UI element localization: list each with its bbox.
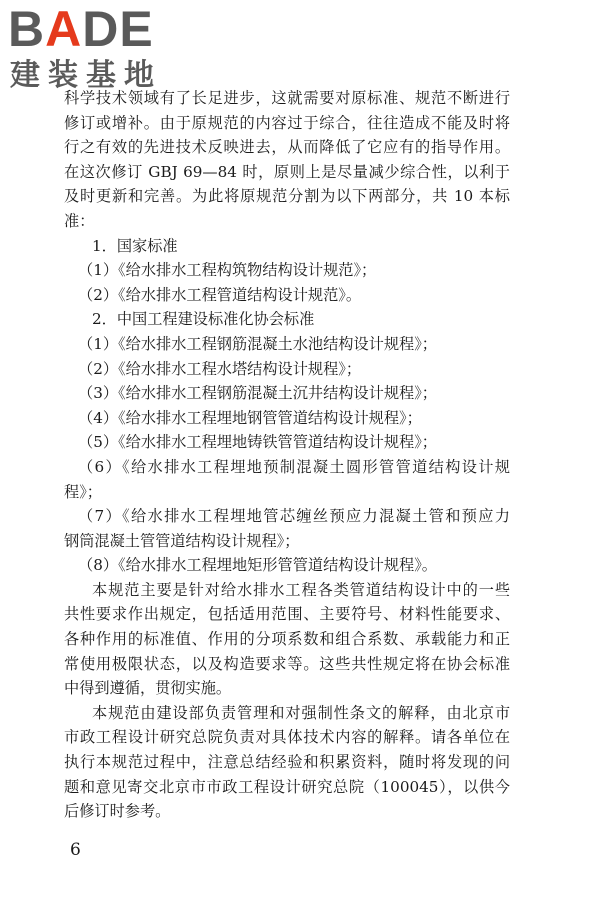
text-line: 在这次修订 GBJ 69—84 时，原则上是尽量减少综合性，以利于 [64, 162, 510, 181]
text-line: 行之有效的先进技术反映进去，从而降低了它应有的指导作用。 [64, 138, 510, 157]
text-line: 科学技术领域有了长足进步，这就需要对原标准、规范不断进行 [64, 89, 510, 107]
list-item-continuation: 程》； [64, 482, 102, 501]
list-item: （2）《给水排水工程水塔结构设计规程》； [78, 359, 362, 378]
text-line: 后修订时参考。 [64, 802, 171, 821]
text-line: 市政工程设计研究总院负责对具体技术内容的解释。请各单位在 [64, 728, 510, 747]
text-line: 准： [64, 211, 95, 230]
list-item: （4）《给水排水工程埋地钢管管道结构设计规程》； [78, 408, 422, 427]
text-line: 各种作用的标准值、作用的分项系数和组合系数、承载能力和正 [64, 630, 510, 649]
logo-subtitle: 建装基地 [10, 58, 162, 93]
text-line: 常使用极限状态，以及构造要求等。这些共性规定将在协会标准 [64, 654, 510, 673]
section-heading: 1．国家标准 [92, 236, 178, 255]
list-item: （3）《给水排水工程钢筋混凝土沉井结构设计规程》； [78, 384, 437, 403]
text-line: 本规范由建设部负责管理和对强制性条文的解释，由北京市 [92, 703, 510, 722]
list-item: （1）《给水排水工程钢筋混凝土水池结构设计规程》； [78, 334, 437, 353]
list-item: （8）《给水排水工程埋地矩形管管道结构设计规程》。 [78, 556, 437, 575]
bade-logo [8, 1, 178, 96]
list-item: （1）《给水排水工程构筑物结构设计规范》； [78, 261, 377, 280]
text-line: 及时更新和完善。为此将原规范分割为以下两部分，共 10 本标 [64, 187, 510, 206]
text-line: 修订或增补。由于原规范的内容过于综合，往往造成不能及时将 [64, 113, 510, 132]
list-item-continuation: 钢筒混凝土管管道结构设计规程》； [64, 531, 300, 550]
page-number: 6 [70, 840, 81, 860]
list-item: （7）《给水排水工程埋地管芯缠丝预应力混凝土管和预应力 [78, 507, 510, 526]
body-text [64, 86, 510, 824]
text-line: 执行本规范过程中，注意总结经验和积累资料，随时将发现的问 [64, 753, 510, 772]
logo-wordmark: BADE [8, 1, 154, 57]
text-line: 共性要求作出规定，包括适用范围、主要符号、材料性能要求、 [64, 605, 510, 624]
text-line: 题和意见寄交北京市市政工程设计研究总院（100045），以供今 [64, 777, 510, 796]
section-heading: 2．中国工程建设标准化协会标准 [92, 310, 315, 329]
text-line: 中得到遵循，贯彻实施。 [64, 679, 232, 698]
text-line: 本规范主要是针对给水排水工程各类管道结构设计中的一些 [92, 580, 510, 599]
list-item: （5）《给水排水工程埋地铸铁管管道结构设计规程》； [78, 433, 437, 452]
list-item: （6）《给水排水工程埋地预制混凝土圆形管管道结构设计规 [78, 457, 510, 476]
list-item: （2）《给水排水工程管道结构设计规范》。 [78, 285, 362, 304]
